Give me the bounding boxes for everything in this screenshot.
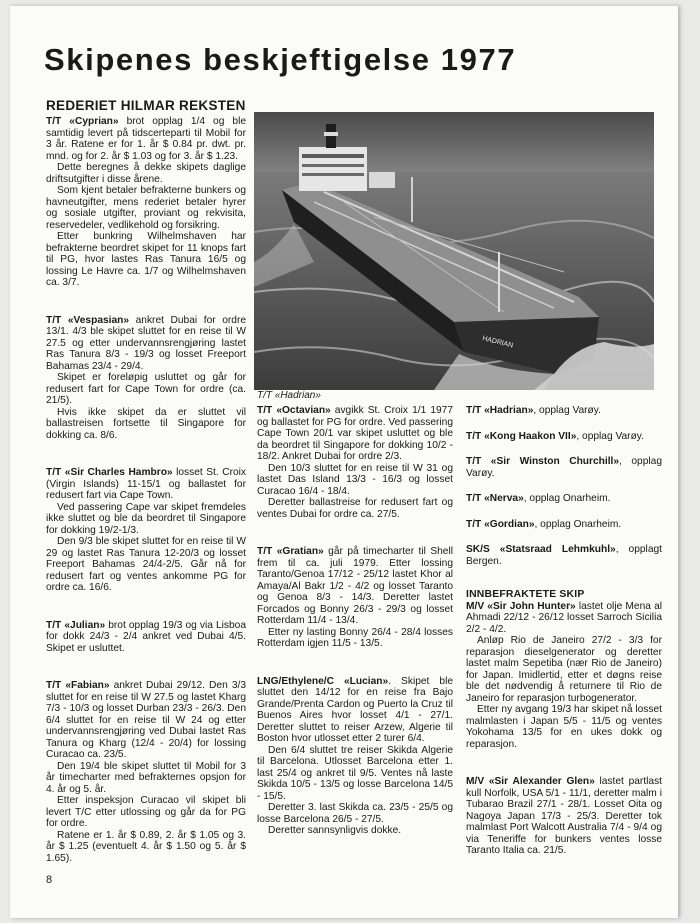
entry-text: , opplag Onarheim. [523,493,611,504]
paragraph [466,704,662,750]
entry-text: lastet partlast kull Norfolk, USA 5/1 - 11/1, deretter malm i Tubarao Brazil 27/1 - 28/1. Losset Oita og Nagoya Japan 17/3 - 25/3. Deretter tok malmlast Port Walcott Australia 7/4 - 9/4 og via Teneriffe for bunkers ventes losse Taranto Italia ca. 21/5. [466,776,662,856]
column-3 [466,405,662,857]
ship-name: T/T «Gratian» [257,546,324,557]
entry-text: ankret Dubai 29/12. Den 3/3 sluttet for en reise til W 27.5 og lastet Kharg 7/3 - 10/3 og losset Durban 23/3 - 26/3. Den 6/4 sluttet for en reise til W 24 og etter undervannsrengjøring ved Dubai lastet Ras Tanura og Kharg (12/4 - 20/4) for lossing Curacao ca. 23/5. [46,680,246,760]
ship-name: T/T «Nerva» [466,493,524,504]
ship-name: T/T «Hadrian» [466,405,534,416]
column-2 [257,405,453,837]
ship-name: T/T «Sir Winston Churchill» [466,456,620,467]
entry-text: , opplag Varøy. [533,405,601,416]
tanker-illustration [254,112,654,390]
ship-entry [466,431,662,443]
ship-entry [46,680,246,761]
ship-name: T/T «Sir Charles Hambro» [46,467,173,478]
entry-text: Ved passering Cape var skipet fremdeles ikke sluttet og ble da beordret til Singapore for dokking 19/2-1/3. [46,501,246,536]
page-number: 8 [46,874,53,886]
entry-text: , opplag Varøy. [576,430,644,442]
paragraph [46,407,246,442]
ship-name: M/V «Sir John Hunter» [466,600,576,612]
ship-name: T/T «Kong Haakon VII» [466,430,577,442]
paragraph [46,502,246,537]
entry-text: Etter ny lasting Bonny 26/4 - 28/4 losses Rotterdam igjen 11/5 - 13/5. [257,626,453,649]
ship-entry [466,544,662,567]
entry-text: , opplagt Bergen. [466,544,662,567]
entry-text: Etter inspeksjon Curacao vil skipet bli levert T/C etter utlossing og går da for PG for ordre. [46,795,246,829]
laid-up-ship-list [466,405,662,567]
paragraph [466,635,662,704]
entry-text: Den 6/4 sluttet tre reiser Skikda Algerie til Barcelona. Utlosset Barcelona etter 1. last 25/4 og ankret til 9/5. Ventes nå laste Skikda 10/5 - 13/5 og losse Barcelona 14/5 - 15/5. [257,744,453,802]
entry-text: Som kjent betaler befrakterne bunkers og havneutgifter, mens rederiet betaler hyrer og sosiale utgifter, proviant og rekvisita, reservedeler, vedlikehold og forsikring. [46,185,246,231]
entry-text: går på timecharter til Shell frem til ca. juli 1979. Etter lossing Taranto/Genoa 17/12 - 25/12 lastet Khor al Amaya/Al Bakr 1/2 - 4/2 og losset Taranto og Genoa 8/3 - 14/3. Deretter lastet Forcados og Bonny 26/3 - 29/3 og losset Rotterdam 11/4 - 13/4. [257,546,454,626]
ship-entry [466,601,662,636]
entry-text: Etter ny avgang 19/3 har skipet nå losset malmlasten i Japan 5/5 - 11/5 og ventes Yokohama 13/5 for en ukes dokk og reparasjon. [466,704,662,750]
entry-text: Deretter ballastreise for redusert fart og ventes Dubai for ordre ca. 27/5. [257,497,453,520]
entry-text: Den 9/3 ble skipet sluttet for en reise til W 29 og lastet Ras Tanura 12-20/3 og losset Freeport Bahamas 24/4-2/5. Går nå for redusert fart og ventes ankomme PG for ordre ca. 16/6. [46,536,246,593]
ship-name: T/T «Cyprian» [46,116,119,127]
entry-text: Hvis ikke skipet da er sluttet vil ballastreisen fortsette til Singapore for dokking ca. 8/6. [46,406,246,441]
entry-text: Deretter 3. last Skikda ca. 23/5 - 25/5 og losse Barcelona 26/5 - 27/5. [257,802,453,825]
paragraph [257,463,453,498]
ship-entry [466,456,662,479]
company-heading: REDERIET HILMAR REKSTEN [46,98,246,113]
entry-text: lastet olje Mena al Ahmadi 22/12 - 26/12 losset Sarroch Sicilia 2/2 - 4/2. [466,600,662,635]
ship-name: T/T «Vespasian» [46,314,130,326]
paragraph [46,795,246,830]
entry-text: losset St. Croix (Virgin Islands) 11-15/1 og ballastet for redusert fart via Cape Town. [46,467,246,501]
paragraph [257,802,453,825]
entry-text: Anløp Rio de Janeiro 27/2 - 3/3 for reparasjon dieselgenerator og deretter lastet malm Sepetiba (nær Rio de Janeiro) for Japan. Imidlertid, etter et døgns reise ble det nødvendig å returnere til Rio de Janeiro for reparasjon turbogenerator. [466,635,662,704]
entry-text: Skipet er foreløpig usluttet og går for redusert fart for Cape Town for ordre (ca. 21/5). [46,372,246,406]
paragraph [257,825,453,837]
ship-entry [466,405,662,417]
paragraph [46,761,246,796]
ship-entry [46,116,246,162]
paragraph [257,627,453,650]
column-1 [46,116,246,864]
entry-text: Etter bunkring Wilhelmshaven har befrakterne beordret skipet for 11 knops fart til PG, hvor lastes Ras Tanura 16/5 og lossing Le Havre ca. 1/7 og Wilhelmshaven ca. 3/7. [46,231,246,288]
paragraph [257,745,453,803]
magazine-page [10,6,678,918]
paragraph [46,162,246,185]
ship-name: LNG/Ethylene/C «Lucian» [257,675,389,687]
ship-entry [46,315,246,373]
ship-entry [257,405,453,463]
entry-text: ankret Dubai for ordre 13/1. 4/3 ble skipet sluttet for en reise til W 27.5 og etter undervannsrengjøring lastet Ras Tanura 8/3 - 19/3 og losset Freeport Bahamas 23/4 - 29/4. [46,314,246,372]
entry-text: Den 19/4 ble skipet sluttet til Mobil for 3 år timecharter med befrakternes opsjon for 4. år og 5. år. [46,760,246,795]
hull-name-text: HADRIAN [481,335,514,350]
ship-photo [254,112,654,390]
entry-text: , opplag Varøy. [466,456,662,479]
entry-text: brot opplag 19/3 og via Lisboa for dokk 24/3 - 2/4 ankret ved Dubai 4/5. Skipet er usluttet. [46,619,246,654]
ship-name: T/T «Fabian» [46,680,110,691]
chartered-ship-list [466,601,662,857]
photo-caption: T/T «Hadrian» [257,390,321,401]
paragraph [46,536,246,594]
chartered-ships-heading: INNBEFRAKTETE SKIP [466,589,585,600]
entry-text: Deretter sannsynligvis dokke. [268,825,402,836]
ship-name: M/V «Sir Alexander Glen» [466,776,595,787]
entry-text: . Skipet ble sluttet den 14/12 for en reise fra Bajo Grande/Prenta Cardon og Puerto la Cruz til Buenos Aires hvor losset 4/1 - 27/1. Deretter sluttet to reiser Arzew, Algerie til Boston hvor utlosset etter 2 turer 6/4. [257,675,453,744]
entry-text: Ratene er 1. år $ 0.89, 2. år $ 1.05 og 3. år $ 1.25 (eventuelt 4. år $ 1.50 og 5. år $ 1.65). [46,829,246,864]
paragraph [46,830,246,865]
ship-entry [46,620,246,655]
ship-entry [257,676,453,745]
entry-text: avgikk St. Croix 1/1 1977 og ballastet for PG for ordre. Ved passering Cape Town 20/1 var skipet usluttet og ble da beordret til Singapore for dokking 10/2 - 18/2. Ankret Dubai for ordre 2/3. [257,405,453,462]
ship-entry [257,546,453,627]
paragraph [46,231,246,289]
ship-name: SK/S «Statsraad Lehmkuhl» [466,544,616,555]
ship-entry [466,776,662,857]
paragraph [46,372,246,407]
ship-name: T/T «Gordian» [466,518,535,530]
ship-name: T/T «Julian» [46,619,106,631]
entry-text: Den 10/3 sluttet for en reise til W 31 og lastet Das Island 13/3 - 16/3 og losset Curacao 16/4 - 18/4. [257,462,453,497]
ship-entry [466,493,662,505]
paragraph [46,185,246,231]
entry-text: , opplag Onarheim. [534,518,622,530]
entry-text: Dette beregnes å dekke skipets daglige driftsutgifter i disse årene. [46,162,246,185]
entry-text: brot opplag 1/4 og ble samtidig levert på tidscerteparti til Mobil for 3 år. Ratene er for 1. år $ 0.84 pr. dwt. pr. mnd. og for 2. år $ 1.03 og for 3. år $ 1.23. [46,116,246,162]
ship-name: T/T «Octavian» [257,405,331,416]
paragraph [257,497,453,520]
ship-entry [466,519,662,531]
page-title: Skipenes beskjeftigelse 1977 [44,42,517,77]
ship-entry [46,467,246,502]
